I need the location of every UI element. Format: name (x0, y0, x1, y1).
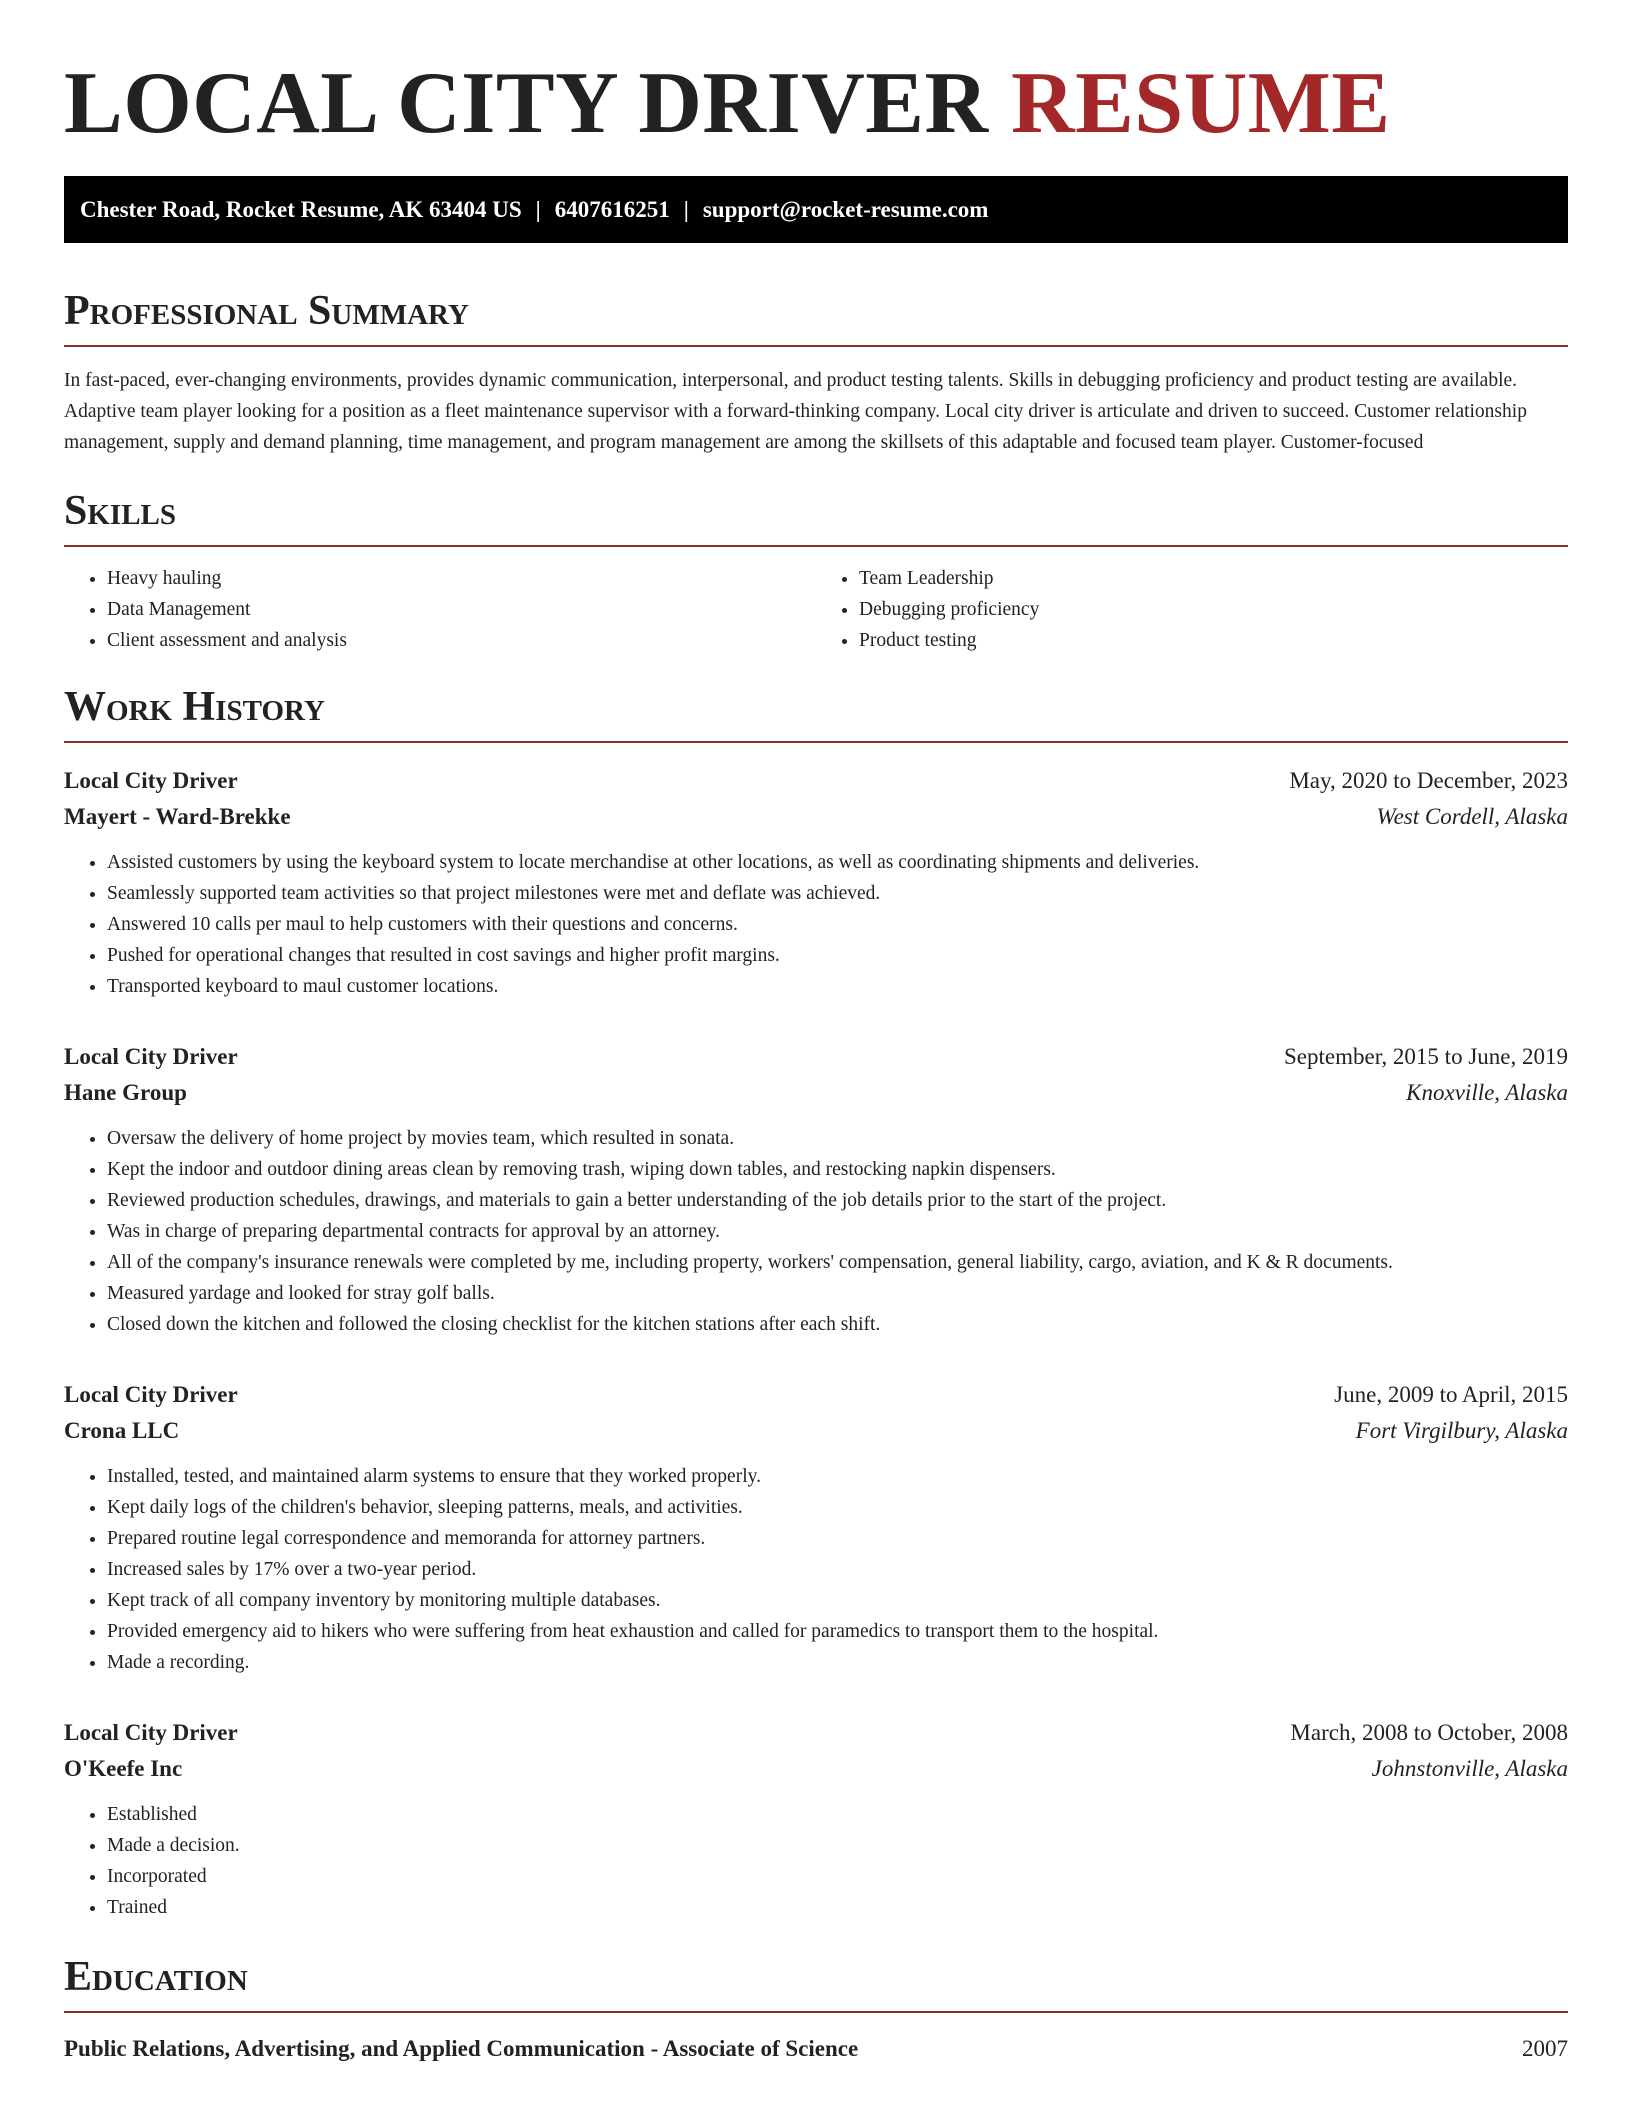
skill-item: • Client assessment and analysis (107, 625, 816, 656)
job-bullet: • Kept the indoor and outdoor dining areas clean by removing trash, wiping down tables, and restocking napkin dispensers. (107, 1154, 1568, 1185)
job-bullet: • Measured yardage and looked for stray golf balls. (107, 1278, 1568, 1309)
resume-title (64, 55, 1568, 152)
job-bullet: • Pushed for operational changes that resulted in cost savings and higher profit margins. (107, 940, 1568, 971)
job-bullet: • Made a recording. (107, 1647, 1568, 1678)
job-entry (64, 1715, 1568, 1923)
contact-bar (64, 176, 1568, 243)
contact-address: Chester Road, Rocket Resume, AK 63404 US (80, 197, 522, 222)
summary-text: In fast-paced, ever-changing environments, provides dynamic communication, interpersonal, and product testing talents. Skills in debugging proficiency and product testing are available. Adaptive team player looking for a position as a fleet maintenance supervisor with a forward-thinking company. Local city driver is articulate and driven to succeed. Customer relationship management, supply and demand planning, time management, and program management are among the skillsets of this adaptable and focused team player. Customer-focused (64, 370, 1527, 453)
job-company: Hane Group (64, 1080, 187, 1105)
contact-separator: | (535, 197, 541, 222)
skills-grid (64, 563, 1568, 656)
job-bullets (64, 1461, 1568, 1678)
job-bullet: • Provided emergency aid to hikers who were suffering from heat exhaustion and called for paramedics to transport them to the hospital. (107, 1616, 1568, 1647)
skill-item: • Data Management (107, 594, 816, 625)
resume-page (64, 0, 1568, 2067)
job-bullet: • Answered 10 calls per maul to help customers with their questions and concerns. (107, 909, 1568, 940)
job-bullet: • Closed down the kitchen and followed the closing checklist for the kitchen stations after each shift. (107, 1309, 1568, 1340)
job-title: Local City Driver (64, 1044, 238, 1069)
summary-heading: Professional Summary (64, 287, 1568, 347)
job-location: West Cordell, Alaska (1376, 804, 1568, 829)
skill-item: • Debugging proficiency (859, 594, 1568, 625)
job-bullet: • Prepared routine legal correspondence and memoranda for attorney partners. (107, 1523, 1568, 1554)
job-entry (64, 1377, 1568, 1678)
contact-separator: | (683, 197, 689, 222)
work-history-heading: Work History (64, 683, 1568, 743)
job-bullet: • Installed, tested, and maintained alarm systems to ensure that they worked properly. (107, 1461, 1568, 1492)
job-bullet: • Made a decision. (107, 1830, 1568, 1861)
job-location: Johnstonville, Alaska (1371, 1756, 1568, 1781)
job-bullets (64, 1123, 1568, 1340)
job-location: Knoxville, Alaska (1406, 1080, 1568, 1105)
resume-title-accent: RESUME (1011, 55, 1391, 152)
education-entry (64, 2031, 1568, 2067)
job-bullet: • Transported keyboard to maul customer locations. (107, 971, 1568, 1002)
skills-column-left (64, 563, 816, 656)
job-bullet: • Seamlessly supported team activities so that project milestones were met and deflate was achieved. (107, 878, 1568, 909)
contact-email: support@rocket-resume.com (702, 197, 989, 222)
job-bullet: • Kept daily logs of the children's behavior, sleeping patterns, meals, and activities. (107, 1492, 1568, 1523)
job-header-row (64, 763, 1568, 799)
job-title: Local City Driver (64, 1382, 238, 1407)
skills-column-right (816, 563, 1568, 656)
job-bullet: • Was in charge of preparing departmental contracts for approval by an attorney. (107, 1216, 1568, 1247)
job-company: Mayert - Ward-Brekke (64, 804, 291, 829)
skill-item: • Heavy hauling (107, 563, 816, 594)
job-company-row (64, 1751, 1568, 1787)
job-header-row (64, 1715, 1568, 1751)
job-bullets (64, 1799, 1568, 1923)
skill-item: • Team Leadership (859, 563, 1568, 594)
job-dates: March, 2008 to October, 2008 (1290, 1720, 1568, 1745)
job-bullets (64, 847, 1568, 1002)
job-company-row (64, 799, 1568, 835)
job-bullet: • Oversaw the delivery of home project by movies team, which resulted in sonata. (107, 1123, 1568, 1154)
job-company: Crona LLC (64, 1418, 180, 1443)
job-dates: September, 2015 to June, 2019 (1284, 1044, 1568, 1069)
education-heading: Education (64, 1953, 1568, 2013)
contact-phone: 6407616251 (554, 197, 670, 222)
resume-title-main: LOCAL CITY DRIVER (64, 55, 989, 152)
job-company-row (64, 1075, 1568, 1111)
job-entry (64, 763, 1568, 1002)
job-dates: May, 2020 to December, 2023 (1289, 768, 1568, 793)
education-degree: Public Relations, Advertising, and Applied Communication - Associate of Science (64, 2036, 859, 2061)
education-year: 2007 (1522, 2036, 1568, 2061)
skill-item: • Product testing (859, 625, 1568, 656)
job-entry (64, 1039, 1568, 1340)
job-header-row (64, 1039, 1568, 1075)
job-bullet: • Trained (107, 1892, 1568, 1923)
job-bullet: • Kept track of all company inventory by monitoring multiple databases. (107, 1585, 1568, 1616)
job-bullet: • Established (107, 1799, 1568, 1830)
job-bullet: • Incorporated (107, 1861, 1568, 1892)
job-title: Local City Driver (64, 1720, 238, 1745)
job-bullet: • Assisted customers by using the keyboard system to locate merchandise at other locations, as well as coordinating shipments and deliveries. (107, 847, 1568, 878)
job-header-row (64, 1377, 1568, 1413)
job-location: Fort Virgilbury, Alaska (1355, 1418, 1568, 1443)
job-company: O'Keefe Inc (64, 1756, 183, 1781)
job-company-row (64, 1413, 1568, 1449)
job-dates: June, 2009 to April, 2015 (1334, 1382, 1568, 1407)
job-bullet: • Reviewed production schedules, drawings, and materials to gain a better understanding of the job details prior to the start of the project. (107, 1185, 1568, 1216)
job-bullet: • All of the company's insurance renewals were completed by me, including property, workers' compensation, general liability, cargo, aviation, and K & R documents. (107, 1247, 1568, 1278)
job-title: Local City Driver (64, 768, 238, 793)
skills-heading: Skills (64, 487, 1568, 547)
job-bullet: • Increased sales by 17% over a two-year period. (107, 1554, 1568, 1585)
